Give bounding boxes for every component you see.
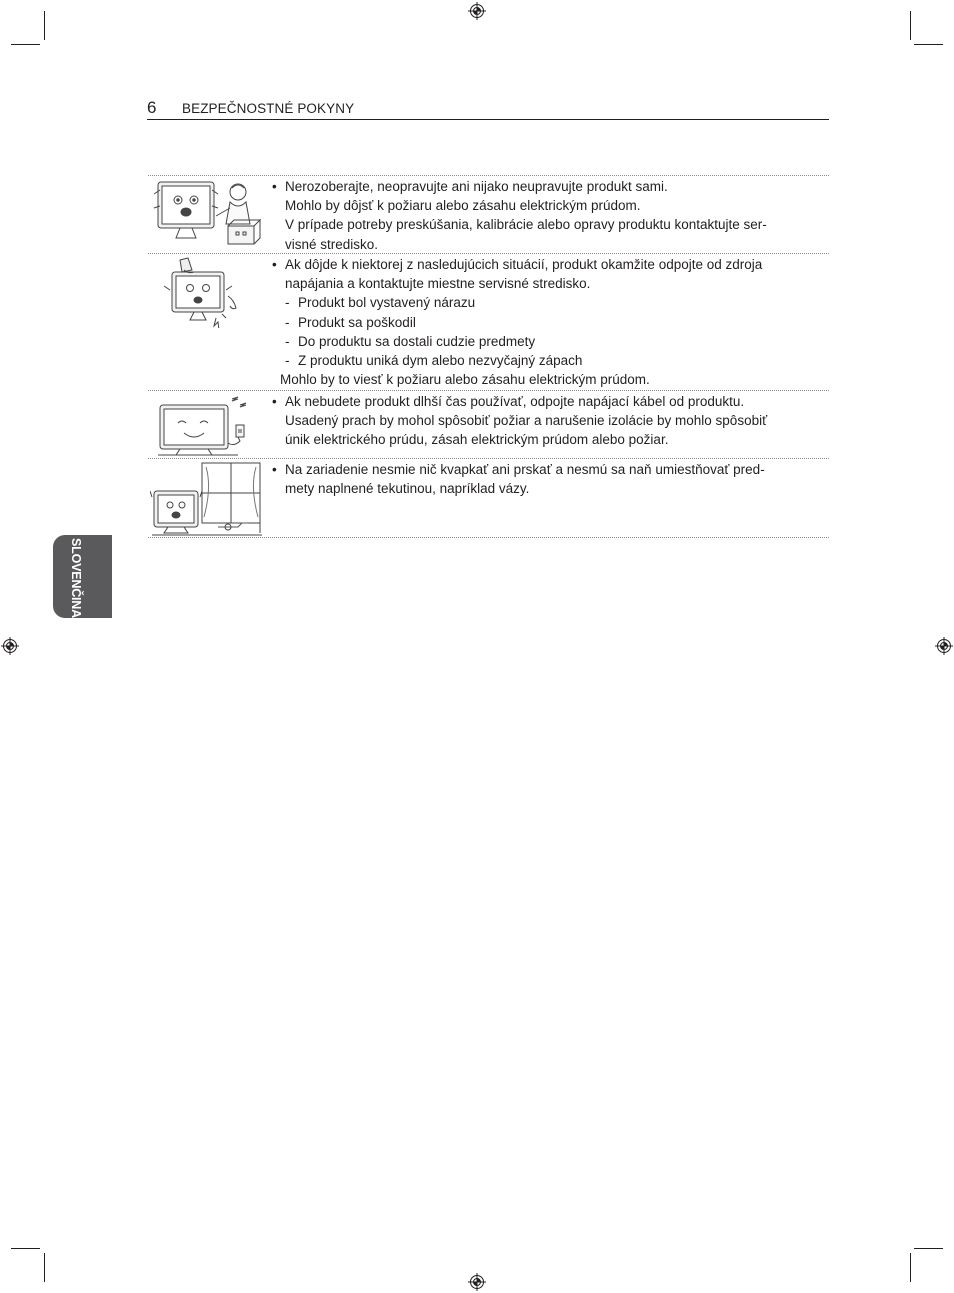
safety-row-text [272,391,829,451]
text-line: mety naplnené tekutinou, napríklad vázy. [285,481,530,497]
section-title: BEZPEČNOSTNÉ POKYNY [182,101,355,116]
text-line: • Na zariadenie nesmie nič kvapkať ani prskať a nesmú sa naň umiestňovať pred- [285,462,765,477]
text-line: V prípade potreby preskúšania, kalibrácie alebo opravy produktu kontaktujte ser- [285,217,767,233]
crop-mark-bottom-right-v [910,1253,911,1282]
text-line: Usadený prach by mohol spôsobiť požiar a narušenie izolácie by mohlo spôsobiť [285,413,768,429]
sub-list-item [272,313,829,332]
sub-list-item [272,351,829,370]
safety-row [148,254,829,391]
crop-mark-top-left-h [11,44,40,45]
crop-mark-top-right-v [910,11,911,40]
text-line: - Produkt sa poškodil [298,314,416,330]
bullet-item [272,255,829,293]
text-line: • Ak dôjde k niektorej z nasledujúcich situácií, produkt okamžite odpojte od zdroja [285,257,763,272]
text-line: napájania a kontaktujte miestne servisné stredisko. [285,276,591,292]
registration-mark-bottom-icon [468,1273,486,1291]
consequence-text: Mohlo by to viesť k požiaru alebo zásahu elektrickým prúdom. [280,372,650,388]
sub-list-item [272,293,829,312]
safety-row-text [272,459,829,499]
crop-mark-top-left-v [44,11,45,40]
registration-mark-right-icon [935,637,953,655]
crop-mark-bottom-left-h [11,1248,40,1249]
bullet-item [272,392,829,450]
safety-instructions-table [148,175,829,538]
safety-row [148,176,829,254]
text-line: Mohlo by dôjsť k požiaru alebo zásahu elektrickým prúdom. [285,198,641,214]
language-side-tab-label: SLOVENČINA [69,538,83,618]
damaged-product-illustration-icon [150,256,268,328]
safety-row [148,391,829,459]
text-line: - Produkt bol vystavený nárazu [298,295,476,311]
unplug-when-unused-illustration-icon [150,393,268,459]
safety-row-text [272,176,829,255]
text-line: • Nerozoberajte, neopravujte ani nijako neupravujte produkt sami. [285,179,668,194]
registration-mark-left-icon [1,637,19,655]
bullet-item [272,460,829,498]
sub-list-item [272,332,829,351]
header-rule [147,119,829,120]
text-line: únik elektrického prúdu, zásah elektrickým prúdom alebo požiar. [285,432,669,448]
registration-mark-top-icon [468,2,486,20]
page-number: 6 [147,98,157,117]
disassembly-warning-illustration-icon [150,178,268,250]
crop-mark-bottom-left-v [44,1253,45,1282]
safety-row [148,459,829,538]
no-liquids-illustration-icon [150,461,268,537]
text-line: • Ak nebudete produkt dlhší čas používať, odpojte napájací kábel od produktu. [285,394,745,409]
text-line: visné stredisko. [285,236,379,252]
crop-mark-top-right-h [914,44,943,45]
text-line: - Do produktu sa dostali cudzie predmety [298,333,536,349]
safety-row-text [272,254,829,390]
crop-mark-bottom-right-h [914,1248,943,1249]
bullet-item [272,177,829,254]
text-line: - Z produktu uniká dym alebo nezvyčajný zápach [298,353,583,369]
